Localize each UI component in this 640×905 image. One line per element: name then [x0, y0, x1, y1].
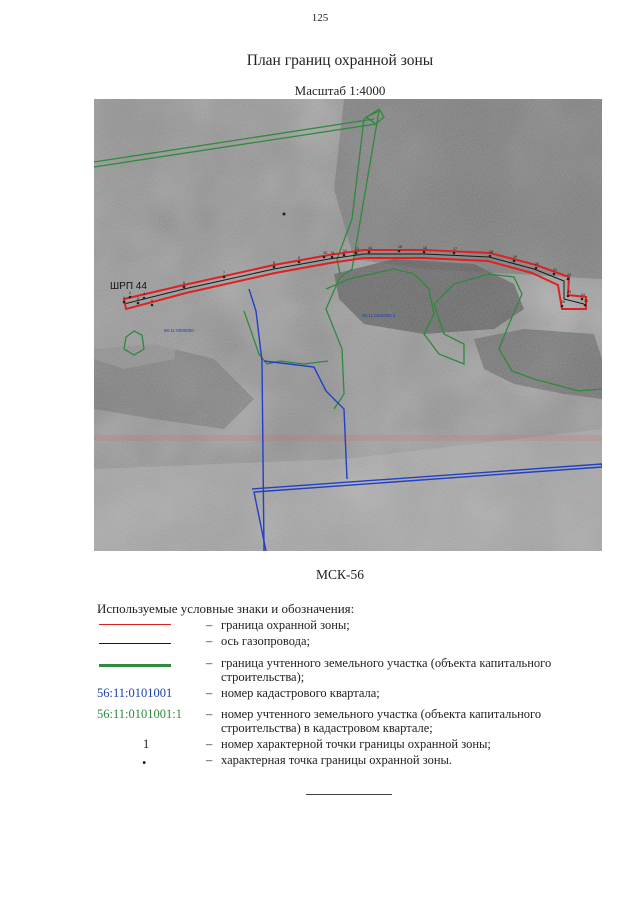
characteristic-point [129, 296, 132, 299]
legend-dash: – [206, 634, 213, 648]
point-number-label: 19 [513, 255, 517, 259]
map-scale: Масштаб 1:4000 [294, 83, 386, 98]
characteristic-point [123, 301, 126, 304]
legend-text: номер кадастрового квартала; [221, 686, 380, 700]
characteristic-point [567, 278, 570, 281]
legend-text: номер учтенного земельного участка (объекта капитального строительства) в кадастровом квартале; [221, 707, 542, 735]
characteristic-point [143, 297, 146, 300]
characteristic-point [584, 304, 587, 307]
characteristic-point [137, 302, 140, 305]
characteristic-point [368, 251, 371, 254]
legend-text: граница учтенного земельного участка (объекта капитального строительства); [221, 656, 552, 684]
point-number-label: 12 [343, 249, 347, 253]
page-title: План границ охранной зоны [246, 52, 434, 69]
characteristic-point [567, 295, 570, 298]
legend-dash: – [206, 618, 213, 632]
point-number-label: 16 [423, 246, 427, 250]
legend-text: номер характерной точки границы охранной зоны; [221, 737, 491, 751]
legend-dash: – [206, 686, 213, 700]
characteristic-point [355, 252, 358, 255]
characteristic-point [553, 273, 556, 276]
imagery-red-band [94, 435, 602, 441]
characteristic-point [323, 256, 326, 259]
quarter-number-label: 56:11:0000000 [164, 328, 194, 333]
imagery-grain [94, 99, 602, 551]
point-number-label: 25 [584, 299, 588, 303]
point-number-label: 14 [368, 246, 372, 250]
page-number: 125 [311, 12, 329, 24]
legend-dash: – [206, 737, 213, 751]
legend-point-dot-sample: • [142, 756, 147, 770]
point-number-label: 15 [398, 245, 402, 249]
point-number-label: 17 [453, 247, 457, 251]
point-number-label: 9 [298, 256, 300, 260]
point-number-label: 1 [123, 296, 125, 300]
characteristic-point [513, 260, 516, 263]
legend-text: характерная точка границы охранной зоны. [221, 753, 453, 767]
legend-dash: – [206, 707, 213, 721]
point-number-label: 4 [143, 292, 145, 296]
footer-rule [306, 794, 392, 795]
legend-text: ось газопровода; [221, 634, 311, 648]
point-number-label: 20 [535, 262, 539, 266]
point-number-label: 7 [223, 271, 225, 275]
point-number-label: 18 [489, 250, 493, 254]
map-canvas [94, 99, 602, 551]
legend-title: Используемые условные знаки и обозначения: [97, 601, 355, 616]
characteristic-point [423, 251, 426, 254]
point-number-label: 23 [567, 290, 571, 294]
point-number-label: 2 [129, 291, 131, 295]
characteristic-point [223, 276, 226, 279]
point-number-label: 5 [151, 299, 153, 303]
station-label: ШРП 44 [110, 281, 147, 292]
map-marker-dot [283, 213, 286, 216]
characteristic-point [151, 304, 154, 307]
parcel-number-label: 56:11:0101001:1 [362, 313, 396, 318]
legend-line-red [99, 624, 171, 625]
point-number-label: 13 [355, 247, 359, 251]
legend-parcel-sample: 56:11:0101001:1 [97, 707, 182, 721]
legend-dash: – [206, 753, 213, 767]
characteristic-point [535, 267, 538, 270]
point-number-label: 26 [561, 300, 565, 304]
legend-line-green [99, 664, 171, 667]
satellite-map[interactable] [94, 99, 602, 551]
point-number-label: 10 [323, 251, 327, 255]
legend-line-black [99, 643, 171, 644]
characteristic-point [183, 286, 186, 289]
characteristic-point [489, 255, 492, 258]
legend-dash: – [206, 656, 213, 670]
characteristic-point [561, 305, 564, 308]
characteristic-point [581, 298, 584, 301]
characteristic-point [453, 252, 456, 255]
characteristic-point [398, 250, 401, 253]
legend-point-number-sample: 1 [143, 737, 150, 751]
legend-text: граница охранной зоны; [221, 618, 350, 632]
characteristic-point [331, 256, 334, 259]
point-number-label: 6 [183, 281, 185, 285]
point-number-label: 11 [331, 251, 335, 255]
coordinate-system-label: МСК-56 [315, 567, 364, 582]
legend-quarter-sample: 56:11:0101001 [97, 686, 173, 700]
point-number-label: 22 [567, 273, 571, 277]
point-number-label: 21 [553, 268, 557, 272]
characteristic-point [273, 266, 276, 269]
point-number-label: 8 [273, 261, 275, 265]
characteristic-point [298, 261, 301, 264]
point-number-label: 3 [137, 297, 139, 301]
point-number-label: 24 [581, 293, 585, 297]
characteristic-point [343, 254, 346, 257]
